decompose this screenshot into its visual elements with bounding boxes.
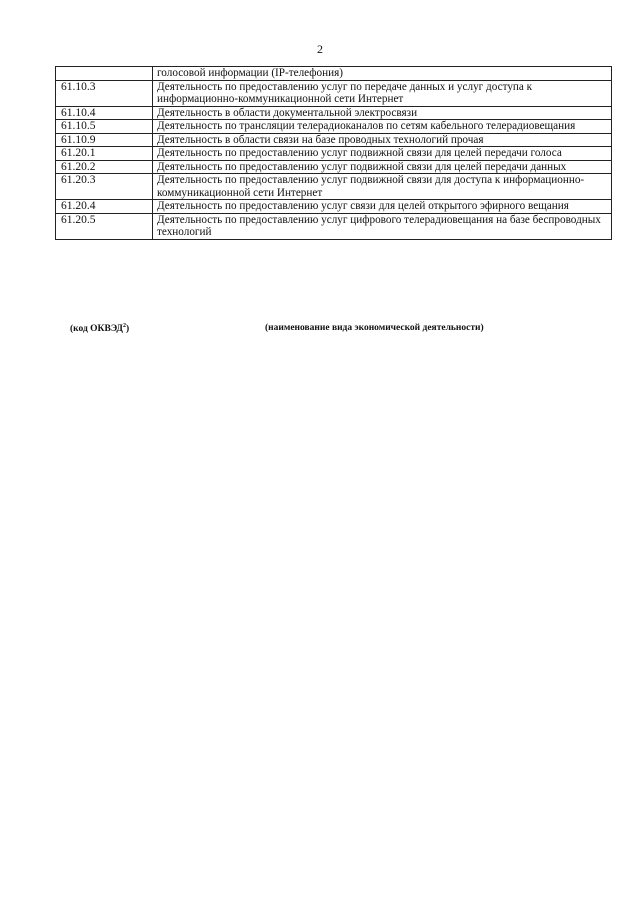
- activity-name-cell: Деятельность по предоставлению услуг подвижной связи для целей передачи голоса: [153, 147, 612, 161]
- table-row: [56, 120, 612, 134]
- activity-name-cell: Деятельность по предоставлению услуг подвижной связи для доступа к информационно-коммуникационной сети Интернет: [153, 174, 612, 200]
- okved-code-caption: [70, 323, 129, 334]
- activity-name-cell: Деятельность по предоставлению услуг подвижной связи для целей передачи данных: [153, 160, 612, 174]
- okved-code-caption-close: ): [125, 324, 130, 335]
- activity-name-cell: Деятельность по предоставлению услуг по передаче данных и услуг доступа к информационно-коммуникационной сети Интернет: [153, 80, 612, 106]
- table-row: [56, 160, 612, 174]
- table-row: [56, 133, 612, 147]
- okved-code-cell: 61.10.9: [56, 133, 153, 147]
- activity-name-caption: (наименование вида экономической деятельности): [265, 323, 484, 333]
- table-row: [56, 200, 612, 214]
- activity-name-cell: Деятельность по предоставлению услуг связи для целей открытого эфирного вещания: [153, 200, 612, 214]
- activity-name-cell: голосовой информации (IP-телефония): [153, 67, 612, 81]
- footnote-marker: 2: [122, 323, 126, 329]
- activity-name-cell: Деятельность в области документальной электросвязи: [153, 106, 612, 120]
- page-number: 2: [317, 42, 323, 56]
- okved-code-cell: 61.20.2: [56, 160, 153, 174]
- table-row: [56, 213, 612, 239]
- activity-name-cell: Деятельность в области связи на базе проводных технологий прочая: [153, 133, 612, 147]
- table-row: [56, 147, 612, 161]
- okved-code-cell: 61.20.3: [56, 174, 153, 200]
- okved-code-cell: 61.20.5: [56, 213, 153, 239]
- okved-code-cell: 61.20.4: [56, 200, 153, 214]
- okved-code-cell: 61.20.1: [56, 147, 153, 161]
- activity-name-cell: Деятельность по трансляции телерадиоканалов по сетям кабельного телерадиовещания: [153, 120, 612, 134]
- okved-code-cell: [56, 67, 153, 81]
- table-row: [56, 67, 612, 81]
- okved-table: [55, 66, 612, 240]
- okved-code-cell: 61.10.4: [56, 106, 153, 120]
- table-row: [56, 80, 612, 106]
- activity-name-cell: Деятельность по предоставлению услуг цифрового телерадиовещания на базе беспроводных технологий: [153, 213, 612, 239]
- table-captions: [55, 323, 612, 337]
- table-row: [56, 174, 612, 200]
- okved-code-cell: 61.10.5: [56, 120, 153, 134]
- table-row: [56, 106, 612, 120]
- okved-code-cell: 61.10.3: [56, 80, 153, 106]
- okved-code-caption-text: (код ОКВЭД: [70, 324, 123, 335]
